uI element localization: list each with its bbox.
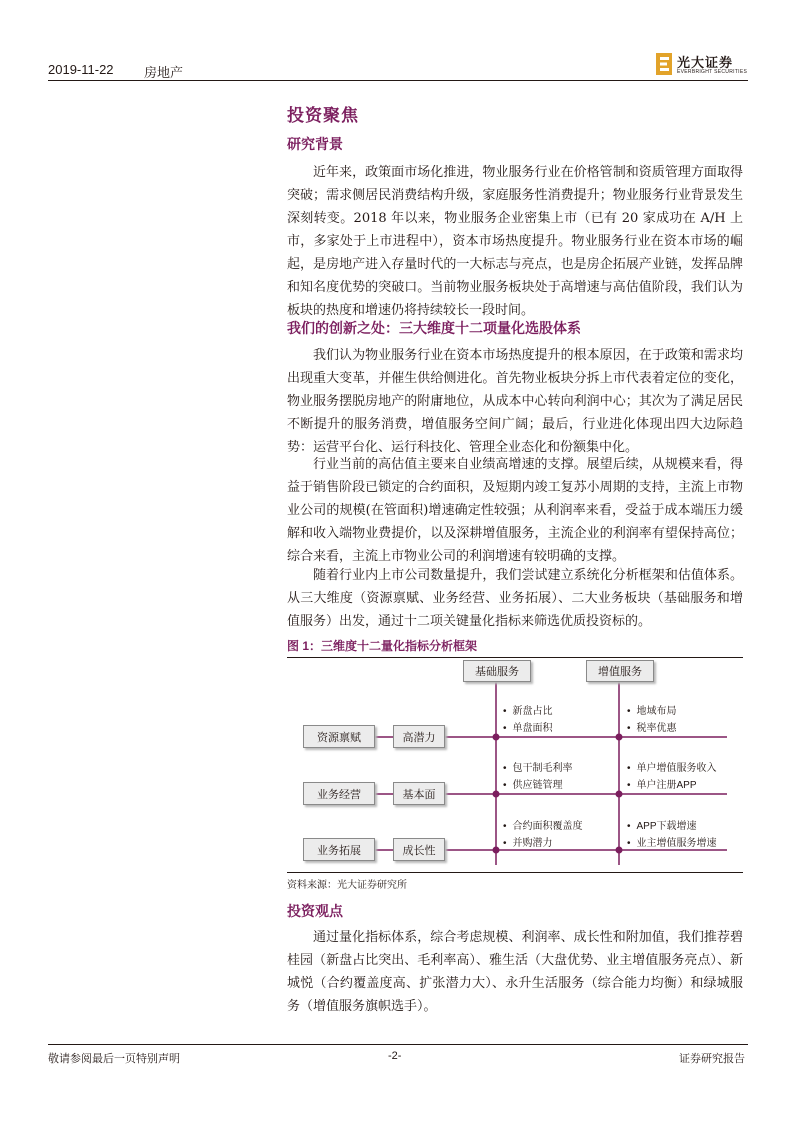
metric-1-value-1: • 地域布局 (627, 702, 677, 717)
header-divider (48, 80, 748, 81)
dimension-box-1: 资源禀赋 (303, 725, 375, 748)
logo-english-name: EVERBRIGHT SECURITIES (677, 69, 748, 75)
logo-chinese-name: 光大证券 (677, 56, 734, 71)
section-heading-view: 投资观点 (287, 904, 343, 920)
metric-3-value-2: • 业主增值服务增速 (627, 834, 717, 849)
node-2-basic (493, 791, 500, 798)
logo-e-mark-icon (656, 53, 672, 75)
section-heading-background: 研究背景 (287, 137, 343, 153)
report-sector: 房地产 (144, 65, 184, 80)
section-heading-innovation: 我们的创新之处：三大维度十二项量化选股体系 (287, 321, 581, 337)
node-3-value (616, 847, 623, 854)
report-date: 2019-11-22 (48, 62, 114, 77)
paragraph-innovation-2: 行业当前的高估值主要来自业绩高增速的支撑。展望后续，从规模来看，得益于销售阶段已锁定的合约面积，及短期内竣工复苏小周期的支持，主流上市物业公司的规模(在管面积)增速确定性较强；从利润率来看，受益于成本端压力缓解和收入端物业费提价，以及深耕增值服务，主流企业的利润率有望保持高位；综合来看，主流上市物业公司的利润增速有较明确的支撑。 (287, 457, 743, 564)
column-header-basic: 基础服务 (463, 660, 531, 682)
framework-diagram (287, 658, 743, 872)
everbright-logo (656, 52, 748, 78)
footer-divider (48, 1044, 748, 1045)
attribute-box-3: 成长性 (393, 838, 445, 861)
metric-3-value-1: • APP下载增速 (627, 817, 697, 832)
metric-2-basic-2: • 供应链管理 (503, 776, 563, 791)
attribute-box-1: 高潜力 (393, 725, 445, 748)
dimension-box-3: 业务拓展 (303, 838, 375, 861)
column-header-value-added: 增值服务 (586, 660, 654, 682)
node-2-value (616, 791, 623, 798)
page-title: 投资聚焦 (287, 106, 359, 126)
metric-1-basic-1: • 新盘占比 (503, 702, 553, 717)
metric-3-basic-2: • 并购潜力 (503, 834, 553, 849)
attribute-box-2: 基本面 (393, 782, 445, 805)
node-3-basic (493, 847, 500, 854)
metric-2-value-2: • 单户注册APP (627, 776, 697, 791)
footer-report-type: 证券研究报告 (679, 1053, 745, 1065)
figure-source: 资料来源：光大证券研究所 (287, 880, 407, 891)
paragraph-view: 通过量化指标体系，综合考虑规模、利润率、成长性和附加值，我们推荐碧桂园（新盘占比突出、毛利率高）、雅生活（大盘优势、业主增值服务亮点）、新城悦（合约覆盖度高、扩张潜力大）、永升生活服务（综合能力均衡）和绿城服务（增值服务旗帜选手）。 (287, 930, 743, 1014)
paragraph-innovation-3: 随着行业内上市公司数量提升，我们尝试建立系统化分析框架和估值体系。从三大维度（资源禀赋、业务经营、业务拓展）、二大业务板块（基础服务和增值服务）出发，通过十二项关键量化指标来筛选优质投资标的。 (287, 568, 743, 629)
dimension-box-2: 业务经营 (303, 782, 375, 805)
figure-bottom-rule (287, 872, 743, 873)
footer-disclaimer: 敬请参阅最后一页特别声明 (48, 1053, 180, 1065)
metric-1-basic-2: • 单盘面积 (503, 719, 553, 734)
node-1-basic (493, 734, 500, 741)
node-1-value (616, 734, 623, 741)
page-number: -2- (388, 1050, 402, 1062)
metric-2-basic-1: • 包干制毛利率 (503, 759, 573, 774)
metric-2-value-1: • 单户增值服务收入 (627, 759, 717, 774)
metric-3-basic-1: • 合约面积覆盖度 (503, 817, 583, 832)
paragraph-background: 近年来，政策面市场化推进，物业服务行业在价格管制和资质管理方面取得突破；需求侧居民消费结构升级，家庭服务性消费提升；物业服务行业背景发生深刻转变。2018 年以来，物业服务企业密集上市（已有 20 家成功在 A/H 上市，多家处于上市进程中），资本市场热度提升。物业服务行业在资本市场的崛起，是房地产进入存量时代的一大标志与亮点，也是房企拓展产业链，发挥品牌和知名度优势的突破口。当前物业服务板块处于高增速与高估值阶段，我们认为板块的热度和增速仍将持续较长一段时间。 (287, 165, 743, 318)
metric-1-value-2: • 税率优惠 (627, 719, 677, 734)
paragraph-innovation-1: 我们认为物业服务行业在资本市场热度提升的根本原因，在于政策和需求均出现重大变革，并催生供给侧进化。首先物业板块分拆上市代表着定位的变化，物业服务摆脱房地产的附庸地位，从成本中心转向利润中心；其次为了满足居民不断提升的服务消费，增值服务空间广阔；最后，行业进化体现出四大边际趋势：运营平台化、运行科技化、管理全业态化和份额集中化。 (287, 348, 743, 455)
figure-title: 图 1：三维度十二量化指标分析框架 (287, 639, 478, 653)
page-header (48, 52, 748, 82)
